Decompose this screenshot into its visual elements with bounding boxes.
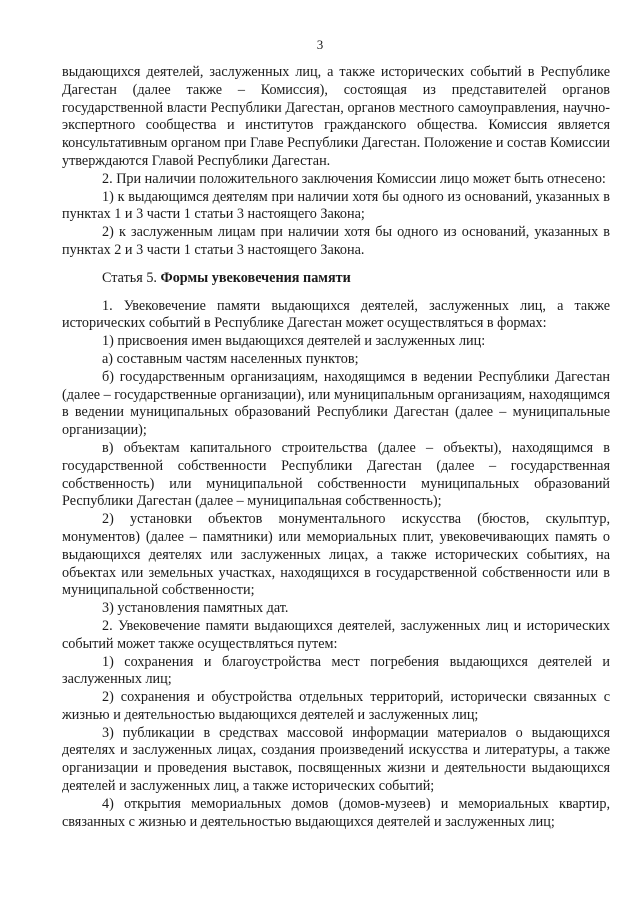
paragraph: 2) сохранения и обустройства отдельных территорий, исторически связанных с жизнью и деятельностью выдающихся деятелей и заслуженных лиц;: [62, 689, 610, 723]
page-number: 3: [316, 37, 324, 52]
paragraph: в) объектам капитального строительства (далее – объекты), находящимся в государственной собственности Республики Дагестан (далее – государственная собственность) или муниципальной собственности муниципальных образований Республики Дагестан (далее – муниципальная собственность);: [62, 439, 610, 510]
paragraph: 2. Увековечение памяти выдающихся деятелей, заслуженных лиц и исторических событий может также осуществляться путем:: [62, 617, 610, 652]
paragraph: б) государственным организациям, находящимся в ведении Республики Дагестан (далее – государственные организации), или муниципальным организациям, находящимся в ведении муниципальных образований Республики Дагестан (далее – муниципальные организации);: [62, 368, 610, 439]
document-body: [62, 64, 610, 831]
paragraph: 1) сохранения и благоустройства мест погребения выдающихся деятелей и заслуженных лиц;: [62, 653, 610, 688]
paragraph: 2) установки объектов монументального искусства (бюстов, скульптур, монументов) (далее – памятники) или мемориальных плит, увековечивающих память о выдающихся деятелях или заслуженных лицах, а также исторических событиях, на объектах или земельных участках, находящихся в государственной собственности или в муниципальной собственности;: [62, 511, 610, 599]
paragraph: 1) присвоения имен выдающихся деятелей и заслуженных лиц:: [102, 333, 486, 350]
paragraph: 2) к заслуженным лицам при наличии хотя бы одного из оснований, указанных в пунктах 2 и 3 части 1 статьи 3 настоящего Закона.: [62, 224, 610, 258]
paragraph-continuation: выдающихся деятелей, заслуженных лиц, а также исторических событий в Республике Дагестан (далее также – Комиссия), состоящая из представителей органов государственной власти Республики Дагестан, органов местного самоуправления, научно-экспертного сообщества и институтов гражданского общества. Комиссия является консультативным органом при Главе Республики Дагестан. Положение и состав Комиссии утверждаются Главой Республики Дагестан.: [62, 64, 610, 169]
paragraph: 1. Увековечение памяти выдающихся деятелей, заслуженных лиц, а также исторических событий в Республике Дагестан может осуществляться в формах:: [62, 297, 610, 332]
paragraph: 3) установления памятных дат.: [102, 600, 289, 617]
paragraph: 2. При наличии положительного заключения Комиссии лицо может быть отнесено:: [102, 170, 606, 187]
paragraph: а) составным частям населенных пунктов;: [102, 350, 359, 367]
paragraph: 1) к выдающимся деятелям при наличии хотя бы одного из оснований, указанных в пунктах 1 и 3 части 1 статьи 3 настоящего Закона;: [62, 188, 610, 223]
article-title: Формы увековечения памяти: [160, 269, 351, 286]
paragraph: 3) публикации в средствах массовой информации материалов о выдающихся деятелях и заслуженных лицах, создания произведений искусства и литературы, а также организации и проведения выставок, посвященных жизни и деятельности выдающихся деятелей и заслуженных лиц, а также исторических событий;: [62, 724, 610, 795]
paragraph: 4) открытия мемориальных домов (домов-музеев) и мемориальных квартир, связанных с жизнью и деятельностью выдающихся деятелей и заслуженных лиц;: [62, 795, 610, 830]
article-prefix: Статья 5.: [102, 269, 157, 286]
article-heading: [62, 270, 610, 288]
